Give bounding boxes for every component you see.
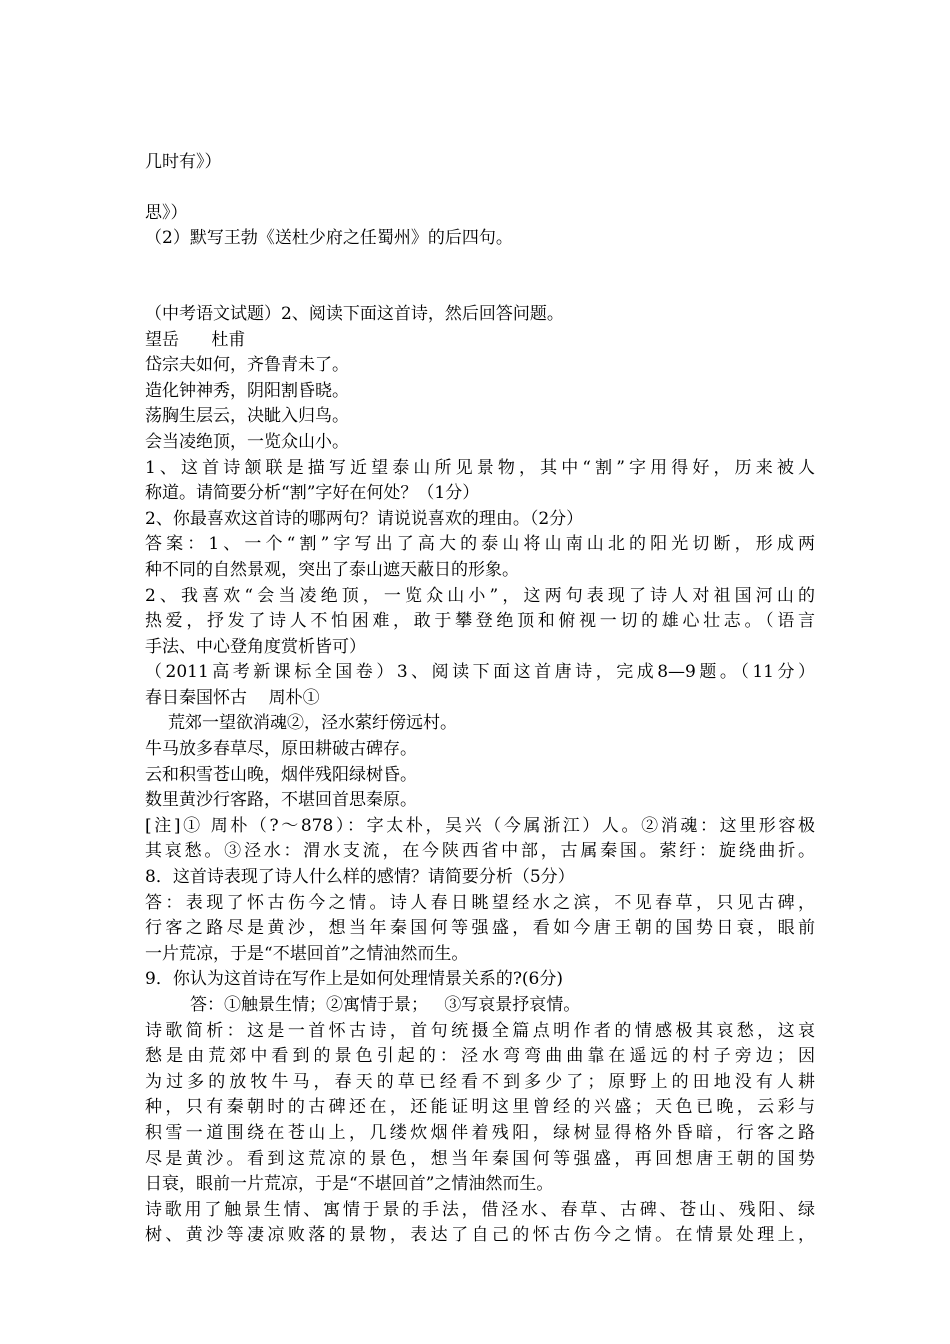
question-9: 9．你认为这首诗在写作上是如何处理情景关系的?(6分) xyxy=(145,969,564,990)
answer-text: 行客之路尽是黄沙，想当年秦国何等强盛，看如今唐王朝的国势日衰，眼前 xyxy=(145,918,815,939)
blank-8-source-cont: 思》） xyxy=(145,202,188,223)
analysis-text: 种，只有秦朝时的古碑还在，还能证明这里曾经的兴盛；天色已晚，云彩与 xyxy=(145,1097,815,1118)
answer-text: 种不同的自然景观，突出了泰山遮天蔽日的形象。 xyxy=(145,559,519,580)
poem-line: 云和积雪苍山晚，烟伴残阳绿树昏。 xyxy=(145,764,417,785)
analysis-text: 诗歌用了触景生情、寓情于景的手法，借泾水、春草、古碑、苍山、残阳、绿 xyxy=(145,1199,815,1220)
poem-line: 会当凌绝顶，一览众山小。 xyxy=(145,431,349,452)
analysis-text: 树、黄沙等凄凉败落的景物，表达了自己的怀古伤今之情。在情景处理上， xyxy=(145,1225,815,1246)
question-2-prompt: （2）默写王勃《送杜少府之任蜀州》的后四句。 xyxy=(145,228,513,249)
poem-title: 望岳 杜甫 xyxy=(145,329,246,350)
poem-line: 牛马放多春草尽，原田耕破古碑存。 xyxy=(145,739,417,760)
question-text: 2、你最喜欢这首诗的哪两句？请说说喜欢的理由。（2分） xyxy=(145,508,584,529)
poem-line: 造化钟神秀，阴阳割昏晓。 xyxy=(145,380,349,401)
sec3-heading: （2011高考新课标全国卷）3、阅读下面这首唐诗，完成8—9题。（11分） xyxy=(145,662,815,683)
note-text: 其哀愁。③泾水：渭水支流，在今陕西省中部，古属秦国。萦纡：旋绕曲折。 xyxy=(145,841,815,862)
answer-text: 一片荒凉，于是“不堪回首”之情油然而生。 xyxy=(145,943,469,964)
answer-text: 答：①触景生情；②寓情于景； ③写哀景抒哀情。 xyxy=(190,995,581,1015)
poem-line: 岱宗夫如何，齐鲁青未了。 xyxy=(145,355,349,376)
sec2-heading: （中考语文试题）2、阅读下面这首诗，然后回答问题。 xyxy=(145,303,564,324)
poem-line: 数里黄沙行客路，不堪回首思秦原。 xyxy=(145,790,417,811)
analysis-text: 积雪一道围绕在苍山上，几缕炊烟伴着残阳，绿树显得格外昏暗，行客之路 xyxy=(145,1122,815,1143)
analysis-text: 愁是由荒郊中看到的景色引起的：泾水弯弯曲曲靠在遥远的村子旁边；因 xyxy=(145,1046,815,1067)
analysis-text: 诗歌简析：这是一首怀古诗，首句统摄全篇点明作者的情感极其哀愁，这哀 xyxy=(145,1020,815,1041)
poem-line: 荡胸生层云，决眦入归鸟。 xyxy=(145,406,349,427)
poem-line: 荒郊一望欲消魂②，泾水萦纡傍远村。 xyxy=(168,713,457,734)
question-text: 称道。请简要分析“割”字好在何处？（1分） xyxy=(145,483,480,504)
analysis-text: 日衰，眼前一片荒凉，于是“不堪回首”之情油然而生。 xyxy=(145,1174,554,1195)
poem-title: 春日秦国怀古 周朴① xyxy=(145,687,320,708)
analysis-text: 为过多的放牧牛马，春天的草已经看不到多少了；原野上的田地没有人耕 xyxy=(145,1071,815,1092)
blank-item-7 xyxy=(145,124,815,150)
blank-item-8 xyxy=(145,175,815,201)
document-body xyxy=(145,124,815,1249)
note-text: [注]① 周朴（?～878）：字太朴，吴兴（今属浙江）人。②消魂：这里形容极 xyxy=(145,815,815,836)
question-text: 1、这首诗颔联是描写近望泰山所见景物，其中“割”字用得好，历来被人 xyxy=(145,457,815,478)
blank-7-source-cont: 几时有》） xyxy=(145,151,222,172)
analysis-text: 尽是黄沙。看到这荒凉的景色，想当年秦国何等强盛，再回想唐王朝的国势 xyxy=(145,1148,815,1169)
answer-text: 2、我喜欢“会当凌绝顶，一览众山小”，这两句表现了诗人对祖国河山的 xyxy=(145,585,815,606)
question-8: 8．这首诗表现了诗人什么样的感情？请简要分析（5分） xyxy=(145,867,575,888)
answer-text: 手法、中心登角度赏析皆可） xyxy=(145,636,366,657)
answer-text: 答案：1、一个“割”字写出了高大的泰山将山南山北的阳光切断，形成两 xyxy=(145,534,815,555)
answer-text: 热爱，抒发了诗人不怕困难，敢于攀登绝顶和俯视一切的雄心壮志。（语言 xyxy=(145,611,815,632)
answer-text: 答：表现了怀古伤今之情。诗人春日眺望经水之滨，不见春草，只见古碑， xyxy=(145,892,815,913)
